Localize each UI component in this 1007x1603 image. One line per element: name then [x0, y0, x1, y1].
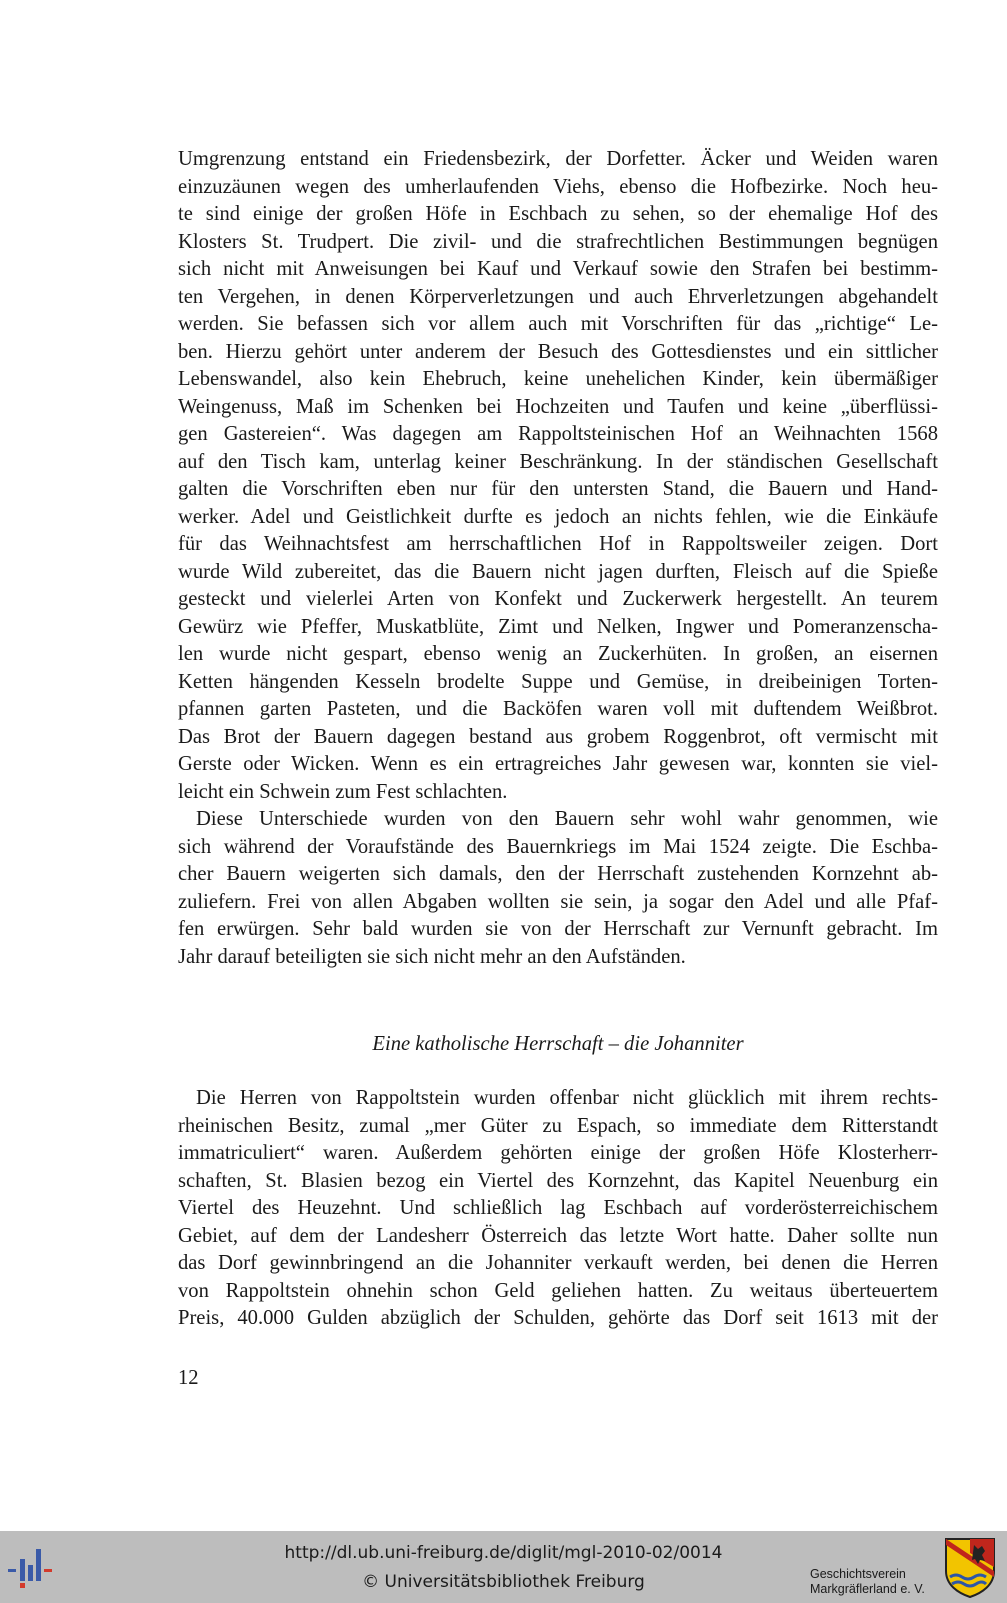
coat-of-arms-icon: [944, 1537, 996, 1599]
text-line: Umgrenzung entstand ein Friedensbezirk, der Dorfetter. Äcker und Weiden waren: [178, 148, 938, 170]
footer-society: [810, 1567, 925, 1597]
text-line: fen erwürgen. Sehr bald wurden sie von der Herrschaft zur Vernunft gebracht. Im: [178, 918, 938, 940]
text-line: zuliefern. Frei von allen Abgaben wollten sie sein, ja sogar den Adel und alle Pfaf-: [178, 890, 938, 913]
text-line: galten die Vorschriften eben nur für den untersten Stand, die Bauern und Hand-: [178, 478, 938, 500]
text-line: Weingenuss, Maß im Schenken bei Hochzeiten und Taufen und keine „überflüssi-: [178, 395, 938, 418]
footer-bar: [0, 1531, 1007, 1603]
text-line: Gerste oder Wicken. Wenn es ein ertragreiches Jahr gewesen war, konnten sie viel-: [178, 753, 938, 775]
text-line: Lebenswandel, also kein Ehebruch, keine unehelichen Kinder, kein übermäßiger: [178, 368, 938, 390]
paragraph-3: [178, 1085, 938, 1333]
page-number: 12: [178, 1367, 199, 1389]
text-line: immatriculiert“ waren. Außerdem gehörten einige der großen Höfe Klosterherr-: [178, 1142, 938, 1164]
text-line: sich nicht mit Anweisungen bei Kauf und Verkauf sowie den Strafen bei bestimm-: [178, 258, 938, 280]
text-line: ten Vergehen, in denen Körperverletzungen und auch Ehrverletzungen abgehandelt: [178, 285, 938, 308]
text-line: leicht ein Schwein zum Fest schlachten.: [178, 780, 508, 803]
text-line: len wurde nicht gespart, ebenso wenig an Zuckerhüten. In großen, an eisernen: [178, 643, 938, 665]
text-line: rheinischen Besitz, zumal „mer Güter zu Espach, so immediate dem Ritterstandt: [178, 1114, 938, 1137]
text-line: Ketten hängenden Kesseln brodelte Suppe und Gemüse, in dreibeinigen Torten-: [178, 670, 938, 693]
society-name-line: Geschichtsverein: [810, 1567, 906, 1581]
footer-url-link[interactable]: http://dl.ub.uni-freiburg.de/diglit/mgl-2010-02/0014: [284, 1543, 723, 1563]
text-line: wurde Wild zubereitet, das die Bauern nicht jagen durften, Fleisch auf die Spieße: [178, 560, 938, 583]
text-line: Gewürz wie Pfeffer, Muskatblüte, Zimt und Nelken, Ingwer und Pomeranzenscha-: [178, 615, 938, 638]
text-line: werden. Sie befassen sich vor allem auch mit Vorschriften für das „richtige“ Le-: [178, 313, 938, 335]
text-line: gen Gastereien“. Was dagegen am Rappoltsteinischen Hof an Weihnachten 1568: [178, 423, 938, 445]
main-text: [178, 146, 938, 971]
society-name-line: Markgräflerland e. V.: [810, 1582, 925, 1596]
text-line: Das Brot der Bauern dagegen bestand aus grobem Roggenbrot, oft vermischt mit: [178, 725, 938, 748]
text-line: werker. Adel und Geistlichkeit durfte es jedoch an nichts fehlen, wie die Einkäufe: [178, 505, 938, 528]
text-line: gesteckt und vielerlei Arten von Konfekt und Zuckerwerk hergestellt. An teurem: [178, 588, 938, 610]
text-line: Gebiet, auf dem der Landesherr Österreich das letzte Wort hatte. Daher sollte nun: [178, 1224, 938, 1247]
text-line: Preis, 40.000 Gulden abzüglich der Schulden, gehörte das Dorf seit 1613 mit der: [178, 1307, 938, 1329]
text-line: te sind einige der großen Höfe in Eschbach zu sehen, so der ehemalige Hof des: [178, 203, 938, 225]
footer-copyright: © Universitätsbibliothek Freiburg: [362, 1572, 645, 1592]
text-line: Diese Unterschiede wurden von den Bauern sehr wohl wahr genommen, wie: [196, 808, 938, 830]
text-line: Viertel des Heuzehnt. Und schließlich lag Eschbach auf vorderösterreichischem: [178, 1197, 938, 1219]
text-line: auf den Tisch kam, unterlag keiner Beschränkung. In der ständischen Gesellschaft: [178, 450, 938, 473]
text-line: pfannen garten Pasteten, und die Backöfen waren voll mit duftendem Weißbrot.: [178, 698, 938, 720]
paragraph-1: [178, 146, 938, 806]
text-line: einzuzäunen wegen des umherlaufenden Viehs, ebenso die Hofbezirke. Noch heu-: [178, 175, 938, 198]
text-line: schaften, St. Blasien bezog ein Viertel des Kornzehnt, das Kapitel Neuenburg ein: [178, 1169, 938, 1192]
text-line: cher Bauern weigerten sich damals, den der Herrschaft zustehenden Kornzehnt ab-: [178, 863, 938, 885]
text-line: das Dorf gewinnbringend an die Johanniter verkauft werden, bei denen die Herren: [178, 1252, 938, 1274]
text-line: für das Weihnachtsfest am herrschaftlichen Hof in Rappoltsweiler zeigen. Dort: [178, 533, 938, 555]
text-line: Klosters St. Trudpert. Die zivil- und die strafrechtlichen Bestimmungen begnügen: [178, 230, 938, 253]
text-line: von Rappoltstein ohnehin schon Geld geliehen hatten. Zu weitaus überteuertem: [178, 1279, 938, 1302]
text-line: Die Herren von Rappoltstein wurden offenbar nicht glücklich mit ihrem rechts-: [196, 1087, 938, 1109]
text-line: ben. Hierzu gehört unter anderem der Besuch des Gottesdienstes und ein sittlicher: [178, 340, 938, 363]
paragraph-2: [178, 806, 938, 971]
text-line: Jahr darauf beteiligten sie sich nicht mehr an den Aufständen.: [178, 945, 686, 968]
text-line: sich während der Voraufstände des Bauernkriegs im Mai 1524 zeigte. Die Eschba-: [178, 835, 938, 858]
section-heading: Eine katholische Herrschaft – die Johanniter: [372, 1033, 744, 1055]
